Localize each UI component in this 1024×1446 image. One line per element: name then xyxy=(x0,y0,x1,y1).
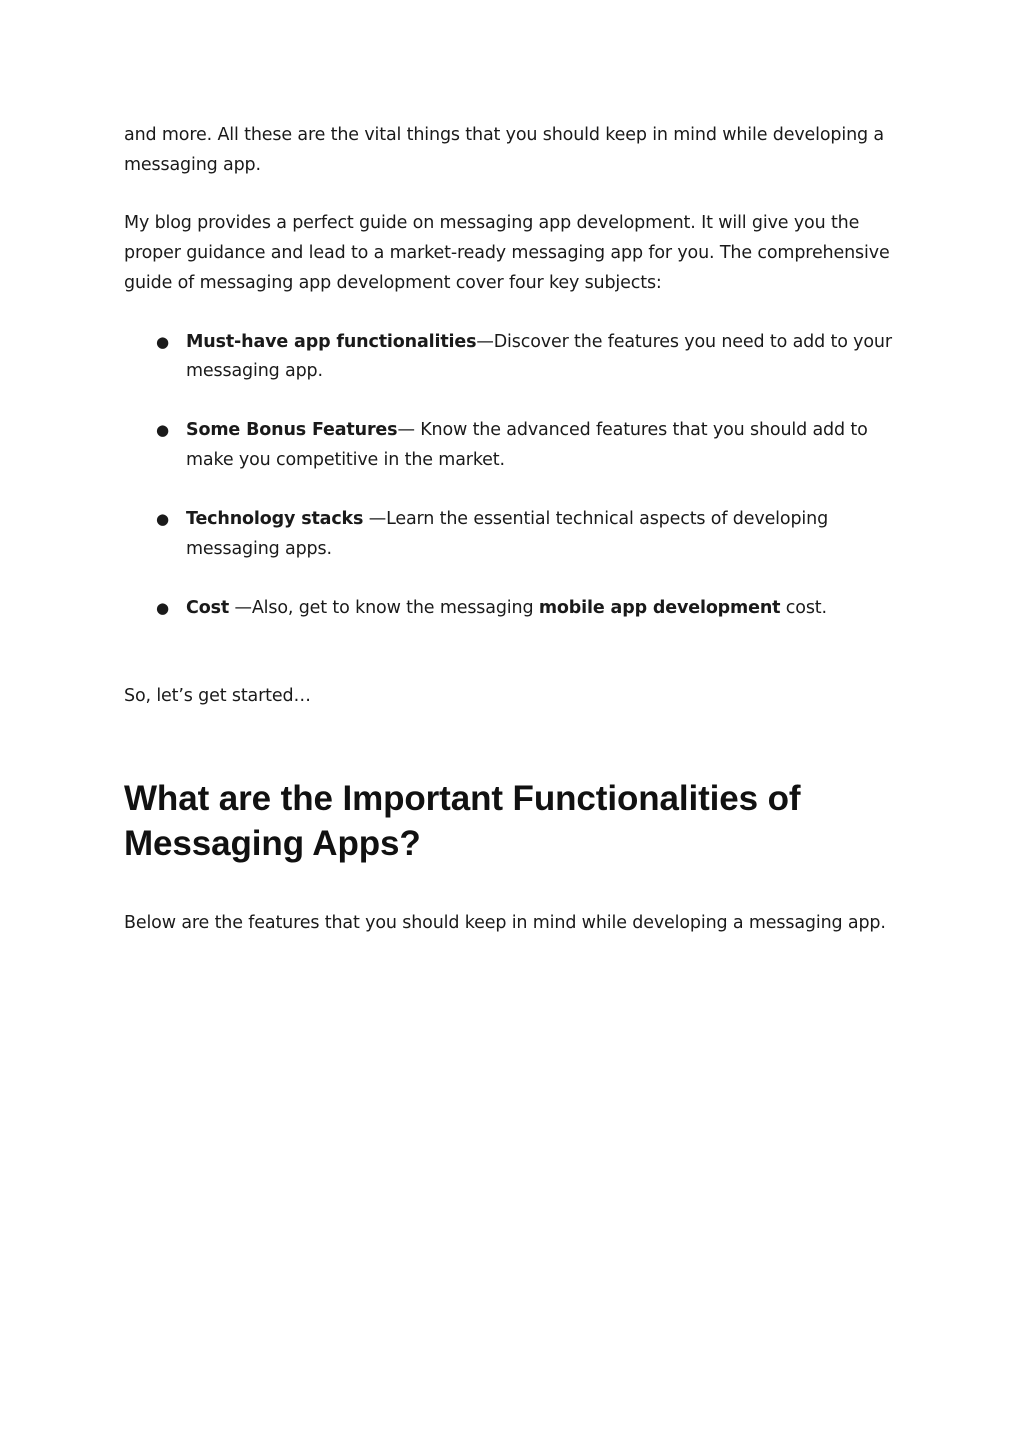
blog-guide-paragraph: My blog provides a perfect guide on messaging app development. It will give you the proper guidance and lead to a market-ready messaging app for you. The comprehensive guide of messaging app development cover four key subjects: xyxy=(124,213,890,293)
list-item xyxy=(124,594,914,624)
list-item-text: —Learn the essential technical aspects of developing messaging apps. xyxy=(186,509,829,560)
lets-get-started-paragraph: So, let’s get started… xyxy=(124,685,311,706)
list-item-text: —Discover the features you need to add to your messaging app. xyxy=(186,331,892,382)
list-item xyxy=(124,328,914,387)
list-item xyxy=(124,416,914,475)
list-item-text: —Also, get to know the messaging xyxy=(229,598,539,619)
list-item-title: Some Bonus Features xyxy=(186,420,398,441)
bullet-icon: ● xyxy=(156,332,169,351)
list-item-title: Must-have app functionalities xyxy=(186,331,477,352)
document-page xyxy=(124,121,914,938)
bullet-icon: ● xyxy=(156,599,169,618)
bullet-icon: ● xyxy=(156,421,169,440)
section-heading: What are the Important Functionalities of Messaging Apps? xyxy=(124,778,801,863)
list-item xyxy=(124,505,914,564)
list-item-emphasis: mobile app development xyxy=(538,598,781,619)
key-subjects-list xyxy=(124,328,914,624)
list-item-title: Technology stacks xyxy=(186,509,364,530)
bullet-icon: ● xyxy=(156,510,169,529)
features-intro-paragraph: Below are the features that you should keep in mind while developing a messaging app. xyxy=(124,912,886,933)
intro-paragraph-continued: and more. All these are the vital things that you should keep in mind while developing a messaging app. xyxy=(124,125,884,175)
list-item-title: Cost xyxy=(186,598,230,619)
list-item-text: — Know the advanced features that you should add to make you competitive in the market. xyxy=(186,420,868,471)
list-item-text-end: cost. xyxy=(780,598,827,619)
